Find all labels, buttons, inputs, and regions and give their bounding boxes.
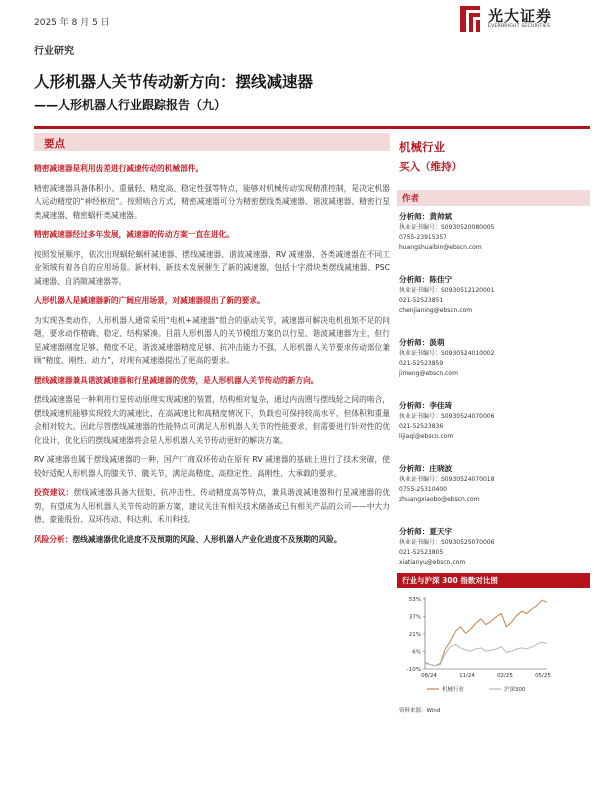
logo-text: 光大证券 <box>488 7 553 25</box>
y-tick-label: 53% <box>408 597 421 603</box>
everbright-logo-icon <box>458 4 482 34</box>
investment-advice-label: 投资建议： <box>34 488 74 497</box>
x-tick-label: 08/24 <box>421 673 437 679</box>
paragraph-2: 按照发展顺序，依次出现蜗轮蜗杆减速器、摆线减速器、谐波减速器、RV 减速器，各类减速器在不同工业领域有着各自的应用场景。新材料、新技术发展催生了新的减速器，包括十字滑块类摆线减速器、PSC 减速器、自消隙减速器等。 <box>34 249 390 286</box>
analyst-phone: 021-52523851 <box>399 297 444 304</box>
investment-advice <box>34 486 390 527</box>
x-tick-label: 05/25 <box>535 673 551 679</box>
highlight-4: 摆线减速器兼具谐波减速器和行星减速器的优势，是人形机器人关节传动的新方向。 <box>34 375 319 385</box>
analyst-email[interactable]: chenjianing@ebscn.com <box>399 307 473 314</box>
analyst-name: 分析师：汲萌 <box>399 338 445 347</box>
investment-advice-text: 摆线减速器具备大扭矩、抗冲击性、传动精度高等特点，兼具谐波减速器和行星减速器的优势，有望成为人形机器人关节传动的新方案，建议关注有相关技术储备或已有相关产品的公司——中大力德、豪能股份、双环传动、科达利、禾川科技。 <box>34 488 390 524</box>
analyst-email[interactable]: lijiaqi@ebscn.com <box>399 433 454 440</box>
analyst-card <box>399 274 589 337</box>
y-tick-label: 6% <box>412 649 421 656</box>
paragraph-3: 为实现各类动作，人形机器人通常采用“电机+减速器”组合的驱动关节，减速器可解决电机扭矩不足的问题，要求动作精确、稳定、结构紧凑。目前人形机器人的关节模组方案仍以行星、谐波减速器为主，但行星减速器刚度足够、精度不足，谐波减速器精度足够、抗冲击能力不强，人形机器人关节要求传动部位兼顾“精度、刚性、动力”，对现有减速器提出了更高的要求。 <box>34 315 390 365</box>
analyst-name: 分析师：庄晓波 <box>399 464 453 473</box>
analyst-cert: 执业证书编号：S0930524070006 <box>399 413 495 420</box>
authors-label: 作者 <box>402 194 420 204</box>
report-category: 行业研究 <box>34 46 74 57</box>
analyst-email[interactable]: huangshuaibin@ebscn.com <box>399 244 482 251</box>
key-points-label: 要点 <box>44 138 65 150</box>
analyst-email[interactable]: jimeng@ebscn.com <box>399 370 458 377</box>
analyst-card <box>399 211 589 274</box>
analyst-name: 分析师：夏天宇 <box>399 527 453 536</box>
analyst-name: 分析师：黄帅斌 <box>399 212 453 221</box>
analyst-phone: 0755-25310400 <box>399 486 447 493</box>
highlight-1: 精密减速器是利用齿差进行减速传动的机械部件。 <box>34 164 204 173</box>
y-tick-label: 21% <box>408 632 421 638</box>
brand-logo <box>458 2 588 36</box>
analyst-phone: 021-52523859 <box>399 360 444 367</box>
chart-title: 行业与沪深 300 指数对比图 <box>402 576 498 585</box>
analyst-phone: 0755-23915357 <box>399 234 447 241</box>
analyst-cert: 执业证书编号：S0930525070006 <box>399 539 495 546</box>
y-tick-label: 37% <box>408 614 421 621</box>
paragraph-1: 精密减速器具备体积小、重量轻、精度高、稳定性强等特点，能够对机械传动实现精准控制，是决定机器人运动精度的“神经枢纽”。按照啮合方式，精密减速器可分为精密摆线类减速器、谐波减速器、精密行星类减速器、精密蜗杆类减速器。 <box>34 183 390 220</box>
key-points-header <box>34 133 390 151</box>
x-tick-label: 11/24 <box>459 673 475 679</box>
analyst-cert: 执业证书编号：S0930512120001 <box>399 287 495 294</box>
analyst-list <box>399 211 589 589</box>
key-points-body <box>34 162 390 552</box>
series-line-machinery <box>425 600 547 666</box>
report-title: 人形机器人关节传动新方向：摆线减速器 <box>34 73 314 91</box>
analyst-name: 分析师：陈佳宁 <box>399 275 453 284</box>
highlight-2: 精密减速器经过多年发展，减速器的传动方案一直在进化。 <box>34 230 234 239</box>
paragraph-5: RV 减速器也属于摆线减速器的一种，国产厂商双环传动在原有 RV 减速器的基础上进行了技术突破，使较好适配人形机器人的膝关节、髋关节，满足高精度、高稳定性、高刚性、大承载的要求。 <box>34 455 390 478</box>
analyst-cert: 执业证书编号：S0930524010002 <box>399 350 495 357</box>
x-tick-label: 02/25 <box>497 673 513 679</box>
legend-label: 沪深300 <box>504 687 526 693</box>
analyst-card <box>399 463 589 526</box>
risk-analysis-label: 风险分析： <box>34 534 73 544</box>
analyst-phone: 021-52523805 <box>399 549 444 556</box>
analyst-card <box>399 337 589 400</box>
analyst-phone: 021-52523836 <box>399 423 444 430</box>
y-tick-label: -10% <box>406 667 421 673</box>
chart-header <box>397 573 590 588</box>
index-comparison-chart <box>397 591 590 703</box>
rating: 买入（维持） <box>399 161 462 173</box>
risk-analysis <box>34 533 390 547</box>
logo-subtext: EVERBRIGHT SECURITIES <box>488 24 551 29</box>
analyst-cert: 执业证书编号：S0930520080005 <box>399 224 495 231</box>
risk-analysis-text: 摆线减速器优化进度不及预期的风险、人形机器人产业化进度不及预期的风险。 <box>72 534 342 544</box>
report-date: 2025 年 8 月 5 日 <box>34 18 110 28</box>
title-divider <box>34 126 590 129</box>
authors-header <box>397 190 590 206</box>
analyst-name: 分析师：李佳琦 <box>399 401 453 410</box>
analyst-email[interactable]: zhuangxiaobo@ebscn.com <box>399 496 480 503</box>
analyst-email[interactable]: xiatianyu@ebscn.com <box>399 559 466 566</box>
analyst-cert: 执业证书编号：S0930524070018 <box>399 476 495 483</box>
highlight-3: 人形机器人是减速器新的广阔应用场景，对减速器提出了新的要求。 <box>34 296 265 305</box>
report-subtitle: ——人形机器人行业跟踪报告（九） <box>34 98 227 112</box>
legend-label: 机械行业 <box>442 687 465 693</box>
analyst-card <box>399 400 589 463</box>
chart-source: 资料来源：Wind <box>399 708 441 714</box>
paragraph-4: 摆线减速器是一种利用行星传动原理实现减速的装置，结构相对复杂，通过内齿圈与摆线轮之间的啮合，摆线减速机能够实现较大的减速比，在高减速比和高精度情况下，负载也可保持较高水平，但体积和重量会相对较大。因此尽管摆线减速器的性能特点可满足人形机器人关节的性能要求，但需要进行针对性的优化设计，优化后的摆线减速器将会是人形机器人关节传动更好的解决方案。 <box>34 395 390 445</box>
sector-name: 机械行业 <box>399 140 445 154</box>
